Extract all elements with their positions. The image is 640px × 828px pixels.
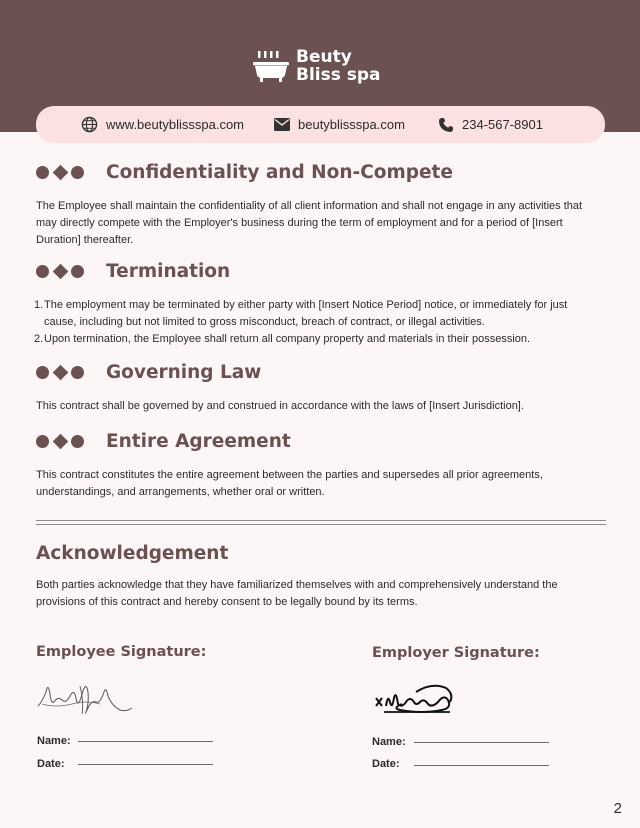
phone-text: 234-567-8901: [462, 117, 543, 132]
section-bullets: [36, 366, 106, 379]
section-title: Termination: [106, 260, 231, 282]
employee-signature: [36, 674, 136, 720]
email-text: beutyblissspa.com: [298, 117, 405, 132]
acknowledgement-body: Both parties acknowledge that they have familiarized themselves with and comprehensively understand the provisions of this contract and hereby consent to be legally bound by its terms.: [36, 579, 558, 608]
employee-date-line[interactable]: [78, 764, 213, 765]
envelope-icon: [274, 118, 290, 131]
acknowledgement-title: Acknowledgement: [36, 543, 229, 564]
list-item: 2. Upon termination, the Employee shall return all company property and materials in their possession.: [34, 333, 531, 345]
section-title: Confidentiality and Non-Compete: [106, 161, 453, 183]
employer-date-label: Date:: [372, 758, 400, 770]
employer-name-line[interactable]: [414, 742, 549, 743]
website-text: www.beutyblissspa.com: [106, 117, 244, 132]
section-bullets: [36, 166, 106, 179]
section-entire-agreement: [36, 429, 606, 501]
brand-name-line1: Beuty: [296, 47, 352, 67]
employer-signature-label: Employer Signature:: [372, 645, 540, 661]
employee-date-label: Date:: [37, 758, 65, 770]
contact-website[interactable]: [81, 106, 244, 143]
employee-name-label: Name:: [37, 735, 71, 747]
employer-name-label: Name:: [372, 736, 406, 748]
section-acknowledgement: [36, 543, 606, 611]
section-body: This contract shall be governed by and construed in accordance with the laws of [Insert Jurisdiction].: [36, 400, 524, 412]
termination-list: [36, 297, 606, 348]
list-item: 1. The employment may be terminated by either party with [Insert Notice Period] notice, or immediately for just cause, including but not limited to gross misconduct, breach of contract, or illegal activities.: [34, 299, 568, 328]
section-termination: [36, 259, 606, 348]
phone-icon: [438, 117, 454, 133]
section-governing-law: [36, 360, 606, 415]
section-body: The Employee shall maintain the confidentiality of all client information and shall not engage in any activities that may directly compete with the Employer's business during the term of employment and for a period of [Insert Duration] thereafter.: [36, 200, 583, 246]
page-number: 2: [613, 800, 622, 817]
section-divider: [36, 520, 606, 525]
section-bullets: [36, 435, 106, 448]
employer-signature: [372, 680, 456, 718]
globe-icon: [81, 116, 98, 133]
contact-email[interactable]: [274, 106, 405, 143]
section-title: Entire Agreement: [106, 430, 291, 452]
employee-signature-label: Employee Signature:: [36, 644, 207, 660]
employee-name-line[interactable]: [78, 741, 213, 742]
brand-logo: [252, 48, 381, 84]
section-body: This contract constitutes the entire agreement between the parties and supersedes all prior agreements, understandings, and arrangements, whether oral or written.: [36, 469, 543, 498]
contact-phone[interactable]: [438, 106, 543, 143]
section-confidentiality: [36, 160, 606, 249]
section-bullets: [36, 265, 106, 278]
bathtub-icon: [252, 49, 290, 83]
employer-date-line[interactable]: [414, 765, 549, 766]
contact-bar: [36, 106, 605, 143]
brand-name-line2: Bliss spa: [296, 65, 381, 85]
section-title: Governing Law: [106, 361, 262, 383]
